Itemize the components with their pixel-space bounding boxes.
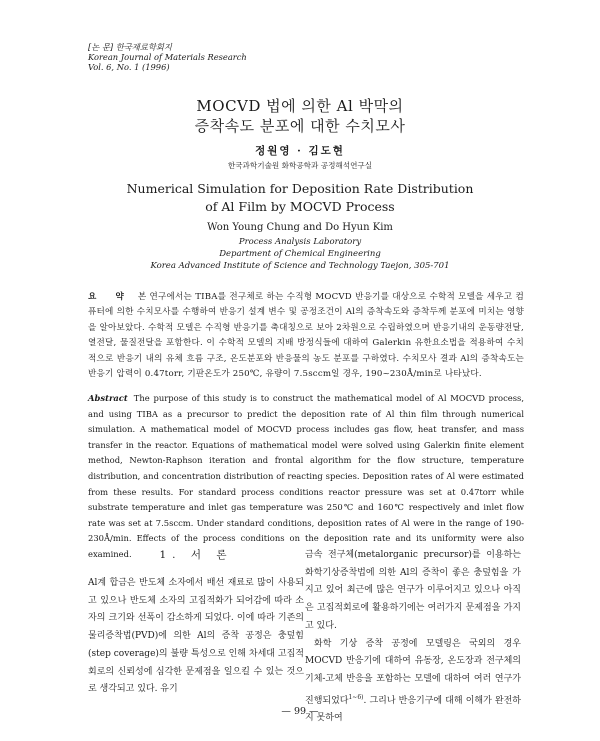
affiliation-institute: Korea Advanced Institute of Science and Technology Taejon, 305-701 [150,261,450,271]
abstract-korean-text: 본 연구에서는 TIBA를 전구체로 하는 수직형 MOCVD 반응기를 대상으로 수학적 모델을 세우고 컴퓨터에 의한 수치모사를 수행하여 반응기 설계 변수 및 공정조건이 Al의 증착속도와 증착두께 분포에 미치는 영향을 알아보았다. 수학적 모델은 수직형 반응기를 축대칭으로 보아 2차원으로 수립하였으며 반응기내의 운동량전달, 열전달, 물질전달을 포함한다. 이 수학적 모델의 지배 방정식들에 대하여 Galerkin 유한요소법을 적용하여 수치적으로 반응기 내의 유체 흐름 구조, 온도분포와 반응물의 농도 분포를 구하였다. 수치모사 결과 Al의 증착속도는 반응기 압력이 0.47torr, 기판온도가 250℃, 유량이 7.5sccm일 경우, 190~230Å/min로 나타났다. [88,292,524,380]
body-right-paragraph1: 금속 전구체(metalorganic precursor)를 이용하는 화학기상증착법에 의한 Al의 증착이 좋은 충덮힘을 가지고 있어 최근에 많은 연구가 이루어지고 있으나 아직은 고집적회로에 활용하기에는 여러가지 문제점을 가지고 있다. [305,550,521,631]
page-number: — 99 — [281,706,319,717]
abstract-korean [88,290,524,382]
authors-english: Won Young Chung and Do Hyun Kim [207,222,393,233]
journal-category: [논 문] 한국재료학회지 [88,42,172,52]
abstract-english-label: Abstract [88,393,128,403]
title-korean-line1: MOCVD 법에 의한 Al 박막의 [196,97,404,115]
section-heading-introduction: 1. 서 론 [159,549,233,561]
body-left-paragraph: Al계 합금은 반도체 소자에서 배선 재료로 많이 사용되고 있으나 반도체 소자의 고집적화가 되어감에 따라 소자의 크기와 선폭이 감소하게 되었다. 이에 따라 기존의 물리증착법(PVD)에 의한 Al의 증착 공정은 충덮힘(step coverage)의 불량 특성으로 인해 차세대 고집적회로의 신뢰성에 심각한 문제점을 일으킬 수 있는 것으로 생각되고 있다. 유기 [88,578,304,695]
authors-korean: 정원영 · 김도현 [255,145,345,157]
abstract-korean-label: 요 약 [88,292,132,302]
journal-name: Korean Journal of Materials Research [88,52,247,62]
title-korean [0,96,600,136]
abstract-english-text: The purpose of this study is to construct the mathematical model of Al MOCVD process, and using TIBA as a precursor to predict the deposition rate of Al thin film through numerical simulation. A mathematical model of MOCVD process includes gas flow, heat transfer, and mass transfer in the reactor. Equations of mathematical model were solved using Galerkin finite element method, Newton-Raphson iteration and frontal algorithm for the flow structure, temperature distribution, and concentration distribution of reacting species. Deposition rates of Al were estimated from these results. For standard process conditions reactor pressure was set at 0.47torr while substrate temperature and inlet gas temperature was 250℃ and 160℃ respectively and inlet flow rate was set at 7.5sccm. Under standard conditions, deposition rates of Al were in the range of 190-230Å/min. Effects of the process conditions on the deposition rate and its uniformity were also examined. [88,393,524,559]
title-korean-line2: 증착속도 분포에 대한 수치모사 [194,117,406,135]
affiliation-english [0,236,600,272]
reference-superscript: 1~6) [348,693,364,701]
journal-header [88,42,247,72]
title-english [0,180,600,216]
affiliation-dept: Department of Chemical Engineering [219,249,381,259]
body-right-paragraph2-text: 화학 기상 증착 공정에 모델링은 국외의 경우 MOCVD 반응기에 대하여 유동장, 온도장과 전구체의 기체-고체 반응을 포함하는 모델에 대하여 여러 연구가 진행되었다 [305,638,521,706]
title-english-line2: of Al Film by MOCVD Process [205,199,395,214]
affiliation-lab: Process Analysis Laboratory [238,237,362,247]
affiliation-korean: 한국과학기술원 화학공학과 공정해석연구실 [227,161,373,170]
abstract-english [88,391,524,563]
body-column-left [88,575,304,699]
title-english-line1: Numerical Simulation for Deposition Rate Distribution [126,181,474,196]
journal-volume: Vol. 6, No. 1 (1996) [88,62,170,72]
body-column-right [305,547,521,728]
body-right-paragraph2-end: . 그리나 반응기구에 대해 이해가 완전하지 못하여 [305,695,521,724]
